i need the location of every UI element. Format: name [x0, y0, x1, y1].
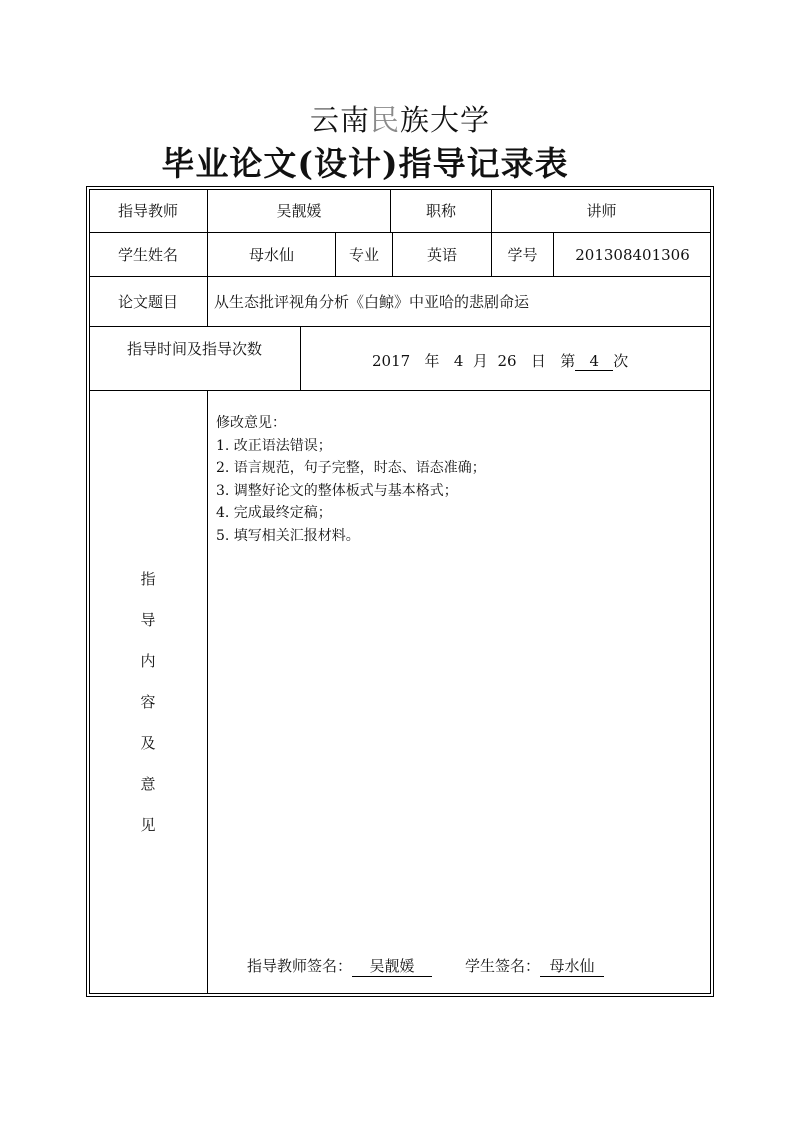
teacher-label: 指导教师 — [117, 202, 178, 220]
topic-label: 论文题目 — [117, 293, 178, 311]
student-signature-label: 学生签名： — [465, 957, 541, 975]
col-divider-guidance — [207, 390, 208, 994]
student-label: 学生姓名 — [117, 246, 178, 264]
rank-label: 职称 — [425, 202, 456, 220]
form-title: 毕业论文(设计)指导记录表 — [161, 144, 569, 183]
revision-comments — [216, 412, 486, 547]
year-unit: 年 — [424, 352, 440, 370]
side-label-char-2: 导 — [140, 611, 156, 629]
side-label-char-6: 意 — [140, 775, 156, 793]
row-divider-3 — [89, 326, 711, 327]
comments-heading: 修改意见： — [216, 415, 286, 431]
side-label-char-1: 指 — [140, 570, 156, 588]
teacher-signature — [247, 955, 432, 977]
side-label-char-5: 及 — [140, 734, 156, 752]
rank-value: 讲师 — [586, 202, 617, 220]
col-divider-r4 — [300, 326, 301, 390]
comment-item-5: 5. 填写相关汇报材料。 — [216, 527, 360, 544]
day-unit: 日 — [530, 352, 546, 370]
university-title-part-c: 族大学 — [400, 103, 491, 137]
time-label: 指导时间及指导次数 — [126, 339, 262, 358]
id-value: 201308401306 — [575, 245, 690, 264]
count-unit: 次 — [613, 352, 629, 370]
student-signature-value: 母水仙 — [540, 955, 604, 977]
comment-item-2: 2. 语言规范，句子完整，时态、语态准确； — [216, 460, 486, 476]
student-value: 母水仙 — [248, 246, 294, 264]
month-value: 4 — [453, 352, 464, 370]
month-unit: 月 — [472, 352, 488, 370]
side-label-char-7: 见 — [140, 816, 156, 834]
university-title-part-b: 民 — [369, 103, 400, 137]
major-label: 专业 — [348, 246, 379, 264]
university-title — [0, 98, 800, 139]
teacher-signature-value: 吴靓媛 — [352, 955, 432, 977]
topic-value: 从生态批评视角分析《白鲸》中亚哈的悲剧命运 — [214, 293, 530, 311]
row-divider-4 — [89, 390, 711, 391]
side-label-char-3: 内 — [140, 652, 156, 670]
university-title-part-a: 云南 — [309, 103, 370, 137]
date-and-count — [372, 350, 628, 371]
id-label: 学号 — [507, 246, 538, 264]
teacher-signature-label: 指导教师签名： — [247, 957, 353, 975]
comment-item-1: 1. 改正语法错误； — [216, 437, 332, 454]
student-signature — [465, 955, 604, 977]
major-value: 英语 — [426, 246, 457, 264]
comment-item-3: 3. 调整好论文的整体板式与基本格式； — [216, 482, 458, 499]
count-prefix: 第 — [560, 352, 576, 370]
count-value: 4 — [575, 352, 613, 371]
side-label-char-4: 容 — [140, 693, 156, 711]
year-value: 2017 — [372, 352, 411, 370]
day-value: 26 — [497, 352, 517, 370]
comment-item-4: 4. 完成最终定稿； — [216, 505, 332, 521]
teacher-value: 吴靓媛 — [276, 202, 322, 220]
